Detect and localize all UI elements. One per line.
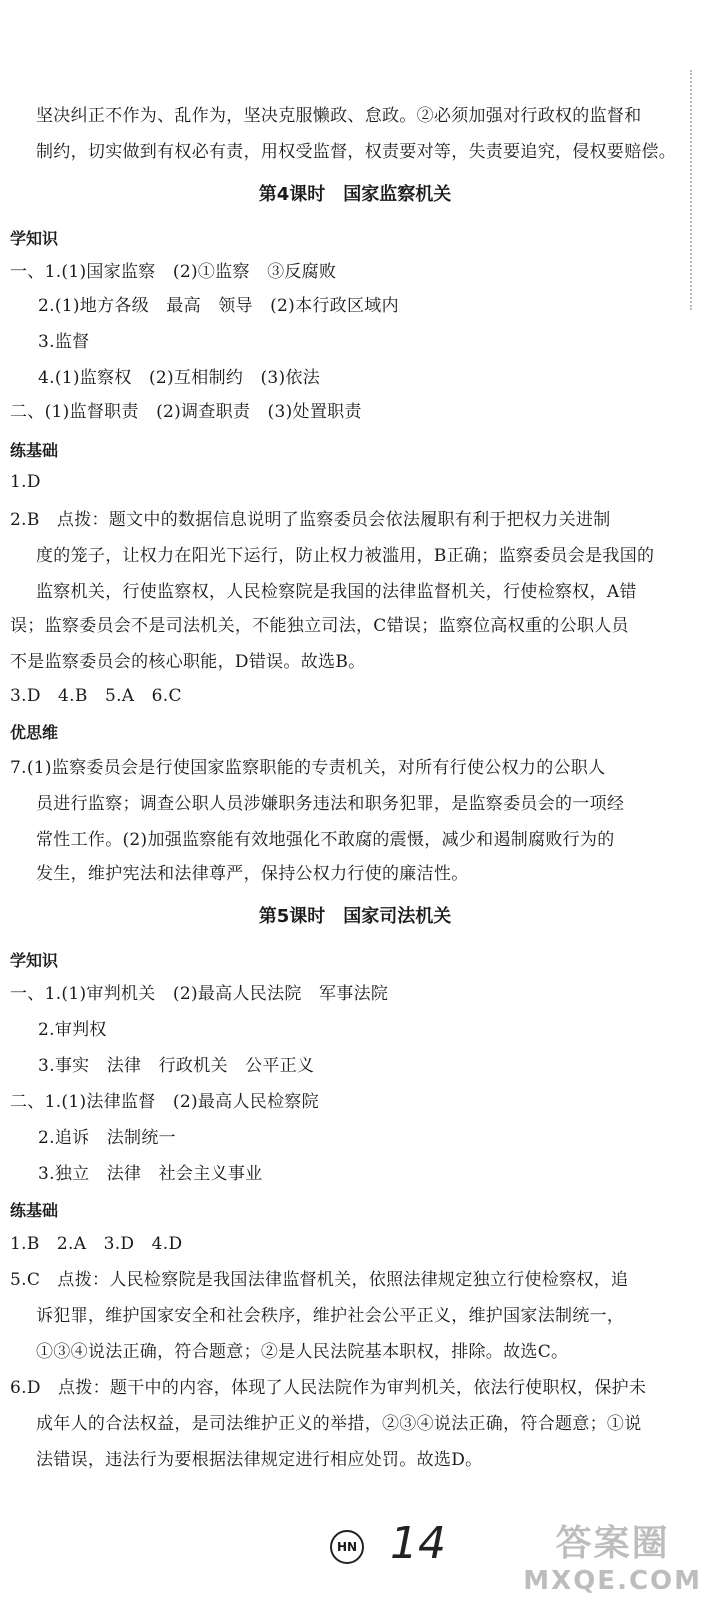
lesson5-lian-line: 1.B 2.A 3.D 4.D <box>10 1234 183 1254</box>
lesson5-title: 第5课时 国家司法机关 <box>258 906 452 927</box>
lesson5-lian-line: 诉犯罪，维护国家安全和社会秩序，维护社会公平正义，维护国家法制统一， <box>36 1306 625 1326</box>
lesson5-lian-line: 6.D 点拨：题干中的内容，体现了人民法院作为审判机关，依法行使职权，保护未 <box>10 1378 647 1398</box>
lesson5-lian-line: 法错误，违法行为要根据法律规定进行相应处罚。故选D。 <box>36 1450 483 1470</box>
lesson5-lian-line: ①③④说法正确，符合题意；②是人民法院基本职权，排除。故选C。 <box>36 1342 569 1362</box>
lesson4-lian-line: 2.B 点拨：题文中的数据信息说明了监察委员会依法履职有利于把权力关进制 <box>10 510 611 530</box>
lesson4-lian-line: 1.D <box>10 472 41 492</box>
lesson4-lian-line: 3.D 4.B 5.A 6.C <box>10 686 182 706</box>
watermark <box>523 1515 702 1596</box>
lesson4-you-line: 发生，维护宪法和法律尊严，保持公权力行使的廉洁性。 <box>36 864 469 884</box>
lesson4-lian-line: 监察机关，行使监察权，人民检察院是我国的法律监督机关，行使检察权，A错 <box>36 582 637 602</box>
lesson5-xue-line: 2.追诉 法制统一 <box>38 1128 176 1148</box>
top-paragraph-line-2: 制约，切实做到有权必有责，用权受监督，权责要对等，失责要追究，侵权要赔偿。 <box>36 142 677 162</box>
watermark-en: MXQE.COM <box>523 1566 702 1596</box>
lesson5-xue-line: 3.独立 法律 社会主义事业 <box>38 1164 263 1184</box>
lesson5-lian-heading: 练基础 <box>10 1201 59 1220</box>
lesson4-you-line: 员进行监察；调查公职人员涉嫌职务违法和职务犯罪，是监察委员会的一项经 <box>36 794 625 814</box>
handwritten-page-number: 14 <box>390 1518 446 1569</box>
lesson5-lian-line: 5.C 点拨：人民检察院是我国法律监督机关，依照法律规定独立行使检察权，追 <box>10 1270 629 1290</box>
watermark-cn: 答案圈 <box>555 1523 670 1564</box>
lesson4-lian-heading: 练基础 <box>10 441 59 460</box>
lesson4-xue-line: 3.监督 <box>38 332 90 352</box>
lesson4-xue-line: 2.(1)地方各级 最高 领导 (2)本行政区域内 <box>38 296 399 316</box>
lesson4-you-line: 常性工作。(2)加强监察能有效地强化不敢腐的震慑，减少和遏制腐败行为的 <box>36 830 615 850</box>
lesson5-xue-line: 3.事实 法律 行政机关 公平正义 <box>38 1056 315 1076</box>
lesson5-xue-heading: 学知识 <box>10 951 59 970</box>
lesson4-xue-line: 一、1.(1)国家监察 (2)①监察 ③反腐败 <box>10 262 337 282</box>
lesson4-you-heading: 优思维 <box>10 723 59 742</box>
lesson5-xue-line: 二、1.(1)法律监督 (2)最高人民检察院 <box>10 1092 319 1112</box>
lesson4-xue-heading: 学知识 <box>10 229 59 248</box>
top-paragraph-line-1: 坚决纠正不作为、乱作为，坚决克服懒政、怠政。②必须加强对行政权的监督和 <box>36 106 642 126</box>
lesson5-lian-line: 成年人的合法权益，是司法维护正义的举措，②③④说法正确，符合题意；①说 <box>36 1414 642 1434</box>
lesson4-title: 第4课时 国家监察机关 <box>258 184 452 205</box>
hn-badge: HN <box>330 1530 364 1564</box>
lesson5-xue-line: 一、1.(1)审判机关 (2)最高人民法院 军事法院 <box>10 984 389 1004</box>
lesson4-you-line: 7.(1)监察委员会是行使国家监察职能的专责机关，对所有行使公权力的公职人 <box>10 758 606 778</box>
lesson4-lian-line: 不是监察委员会的核心职能，D错误。故选B。 <box>10 652 366 672</box>
lesson4-xue-line: 4.(1)监察权 (2)互相制约 (3)依法 <box>38 368 321 388</box>
lesson4-lian-line: 误；监察委员会不是司法机关，不能独立司法，C错误；监察位高权重的公职人员 <box>10 616 629 636</box>
lesson4-xue-line: 二、(1)监督职责 (2)调查职责 (3)处置职责 <box>10 402 362 422</box>
lesson4-lian-line: 度的笼子，让权力在阳光下运行，防止权力被滥用，B正确；监察委员会是我国的 <box>36 546 655 566</box>
lesson5-xue-line: 2.审判权 <box>38 1020 107 1040</box>
